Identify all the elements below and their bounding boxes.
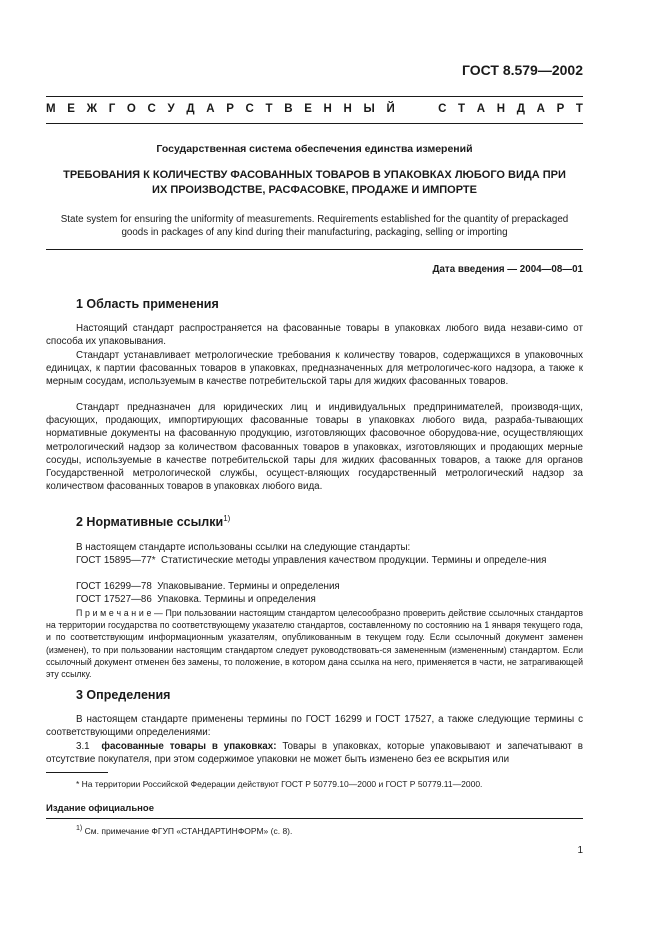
reference-title: Упаковывание. Термины и определения <box>157 581 340 592</box>
footnote-star: * На территории Российской Федерации действуют ГОСТ Р 50779.10—2000 и ГОСТ Р 50779.11—2000. <box>76 779 483 789</box>
title-en-line: goods in packages of any kind during their manufacturing, packaging, selling or importing <box>121 227 508 238</box>
banner-letter: Т <box>265 103 273 115</box>
reference-title: Упаковка. Термины и определения <box>157 594 316 605</box>
banner-letter: Н <box>343 103 352 115</box>
paragraph-text: Стандарт устанавливает метрологические требования к количеству товаров, содержащихся в упаковочных единицах, к партии фасованных товаров в упаковках, предназначенных для метрологичес-кого надзора, а также к мерным сосудам, используемым в качестве потребительской тары для жидких фасованных товаров. <box>46 350 583 388</box>
footnote-mark: 1) <box>76 824 83 832</box>
banner-letter: А <box>536 103 545 115</box>
banner-letter: М <box>46 103 56 115</box>
banner-bottom-rule <box>46 123 583 124</box>
title-ru-line: ИХ ПРОИЗВОДСТВЕ, РАСФАСОВКЕ, ПРОДАЖЕ И ИМПОРТЕ <box>152 184 477 196</box>
reference-item <box>46 593 583 606</box>
footnote-ref: 1) <box>223 514 231 523</box>
definition-number: 3.1 <box>76 741 90 752</box>
reference-item <box>46 580 583 593</box>
page-number: 1 <box>577 845 583 856</box>
reference-code: ГОСТ 16299—78 <box>76 581 152 592</box>
section-3-paragraph <box>46 713 583 739</box>
title-rule <box>46 249 583 250</box>
document-title-en <box>46 213 583 239</box>
section-1-paragraph <box>46 401 583 493</box>
banner-letter: Е <box>67 103 75 115</box>
heading-text: 2 Нормативные ссылки <box>76 515 224 530</box>
edition-rule <box>46 818 583 819</box>
paragraph-text: В настоящем стандарте применены термины по ГОСТ 16299 и ГОСТ 17527, а также следующие термины с соответствующими определениями: <box>46 714 583 739</box>
banner-gap <box>406 103 426 115</box>
paragraph-text: Стандарт предназначен для юридических лиц и индивидуальных предпринимателей, производя-щих, фасующих, продающих, импортирующих фасованные товары в упаковках любого вида, разраба-тывающих нормативные документы на фасованную продукцию, изготовляющих фасовочное оборудова-ние, осуществляющих метрологический надзор за количеством фасованных товаров в упаковках, изготовляющих и продающих мерные сосуды, используемые в качестве потребительской тары для жидких фасованных товаров, а также для органов Государственной метрологической службы, осущест-вляющих государственный метрологический надзор за количеством фасованных товаров в упаковках любого вида. <box>46 402 583 493</box>
banner-letter: О <box>126 103 136 115</box>
reference-item <box>46 554 583 567</box>
paragraph-text: Настоящий стандарт распространяется на фасованные товары в упаковках любого вида незави-симо от способа их упаковывания. <box>46 323 583 348</box>
banner-top-rule <box>46 96 583 97</box>
reference-code: ГОСТ 15895—77* <box>76 555 156 566</box>
standards-note <box>46 607 583 680</box>
banner-letter: Н <box>496 103 506 115</box>
banner-letter: Й <box>386 103 395 115</box>
banner-letter: Р <box>556 103 565 115</box>
interstate-standard-banner <box>46 103 583 115</box>
official-edition-label: Издание официальное <box>46 803 154 814</box>
section-3-heading: 3 Определения <box>76 688 171 702</box>
banner-letter: Н <box>323 103 332 115</box>
definition-text: Товары в упаковках, которые упаковывают и запечатывают в отсутствие покупателя, при этом содержимое упаковки не может быть изменено без ее вскрытия или <box>46 741 583 766</box>
banner-letter: Т <box>575 103 583 115</box>
banner-letter: Ж <box>86 103 98 115</box>
paragraph-text: В настоящем стандарте использованы ссылки на следующие стандарты: <box>76 542 411 553</box>
section-1-heading: 1 Область применения <box>76 297 219 311</box>
definition-term: фасованные товары в упаковках: <box>101 741 277 752</box>
banner-letter: С <box>245 103 254 115</box>
document-code: ГОСТ 8.579—2002 <box>461 62 583 78</box>
introduction-date: Дата введения — 2004—08—01 <box>432 264 583 275</box>
banner-letter: Ы <box>363 103 375 115</box>
section-1-paragraph <box>46 322 583 348</box>
note-text: — При пользовании настоящим стандартом целесообразно проверить действие ссылочных стандартов на территории государства по соответствующему указателю стандартов, составленному по состоянию на 1 января текущего года, и по соответствующим информационным указателям, опубликованным в текущем году. Если ссылочный документ заменен (изменен), то при пользовании настоящим стандартом следует руководствовать-ся замененным (измененным) стандартом. Если ссылочный документ отменен без замены, то положение, в котором дана ссылка на него, применяется в части, не затрагивающей эту ссылку. <box>46 608 583 680</box>
section-2-heading <box>76 514 230 529</box>
footnote-rule <box>46 772 108 773</box>
footnote-text: См. примечание ФГУП «СТАНДАРТИНФОРМ» (с. 8). <box>84 825 293 836</box>
banner-letter: В <box>284 103 293 115</box>
banner-letter: Г <box>108 103 116 115</box>
reference-code: ГОСТ 17527—86 <box>76 594 152 605</box>
document-title-ru <box>46 168 583 198</box>
banner-letter: Р <box>226 103 234 115</box>
banner-letter: А <box>206 103 215 115</box>
title-ru-line: ТРЕБОВАНИЯ К КОЛИЧЕСТВУ ФАСОВАННЫХ ТОВАРОВ В УПАКОВКАХ ЛЮБОГО ВИДА ПРИ <box>63 169 566 181</box>
reference-title: Статистические методы управления качеством продукции. Термины и определе-ния <box>161 555 547 566</box>
title-en-line: State system for ensuring the uniformity of measurements. Requirements established for the quantity of prepackaged <box>60 214 569 225</box>
banner-letter: С <box>438 103 447 115</box>
system-title: Государственная система обеспечения единства измерений <box>156 143 473 155</box>
banner-letter: С <box>147 103 156 115</box>
section-2-intro <box>46 541 583 554</box>
section-1-paragraph <box>46 349 583 389</box>
banner-letter: Е <box>304 103 312 115</box>
note-label: П р и м е ч а н и е <box>76 608 152 618</box>
banner-letter: У <box>167 103 175 115</box>
banner-letter: Д <box>516 103 525 115</box>
footnote-1 <box>76 824 292 836</box>
banner-letter: Д <box>186 103 195 115</box>
banner-letter: А <box>476 103 486 115</box>
banner-letter: Т <box>458 103 466 115</box>
definition-3-1 <box>46 740 583 766</box>
